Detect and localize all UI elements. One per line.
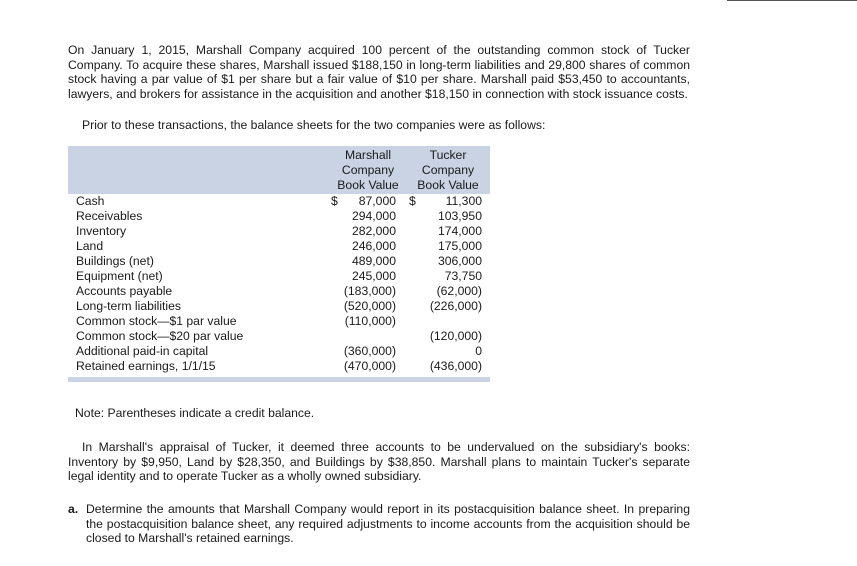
table-bottom-rule	[68, 377, 490, 382]
top-rule	[727, 0, 857, 1]
table-row: Inventory 282,000 174,000	[76, 224, 482, 238]
tucker-column-header: Tucker Company Book Value	[417, 148, 479, 192]
question-label: a.	[68, 502, 79, 516]
table-row: Equipment (net) 245,000 73,750	[76, 269, 482, 283]
question-text: Determine the amounts that Marshall Company would report in its postacquisition balance sheet. In preparing the postacquisition balance sheet, any required adjustments to income accounts from the acquisition should be closed to Marshall's retained earnings.	[86, 502, 690, 546]
table-row: Receivables 294,000 103,950	[76, 209, 482, 223]
balance-sheet-table	[68, 146, 490, 384]
marshall-column-header: Marshall Company Book Value	[337, 148, 399, 192]
appraisal-paragraph: In Marshall's appraisal of Tucker, it deemed three accounts to be undervalued on the subsidiary's books: Inventory by $9,950, Land by $28,350, and Buildings by $38,850. Marshall plans to maintain Tucker's separate legal identity and to operate Tucker as a wholly owned subsidiary.	[68, 440, 690, 484]
intro-paragraph: On January 1, 2015, Marshall Company acquired 100 percent of the outstanding common stock of Tucker Company. To acquire these shares, Marshall issued $188,150 in long-term liabilities and 29,800 shares of common stock having a par value of $1 per share but a fair value of $10 per share. Marshall paid $53,450 to accountants, lawyers, and brokers for assistance in the acquisition and another $18,150 in connection with stock issuance costs.	[68, 43, 690, 101]
credit-balance-note: Note: Parentheses indicate a credit balance.	[75, 406, 315, 420]
question-a	[68, 502, 690, 546]
table-row: Long-term liabilities (520,000) (226,000)	[76, 299, 482, 313]
table-row: Retained earnings, 1/1/15 (470,000) (436,000)	[76, 359, 482, 373]
table-row: Accounts payable (183,000) (62,000)	[76, 284, 482, 298]
table-row: Buildings (net) 489,000 306,000	[76, 254, 482, 268]
table-row: Common stock—$20 par value (120,000)	[76, 329, 482, 343]
table-row: Common stock—$1 par value (110,000)	[76, 314, 396, 328]
table-row: Additional paid-in capital (360,000) 0	[76, 344, 482, 358]
table-row: Land 246,000 175,000	[76, 239, 482, 253]
table-row: Cash $ 87,000 $ 11,300	[76, 194, 482, 208]
prior-paragraph: Prior to these transactions, the balance sheets for the two companies were as follows:	[82, 118, 546, 132]
